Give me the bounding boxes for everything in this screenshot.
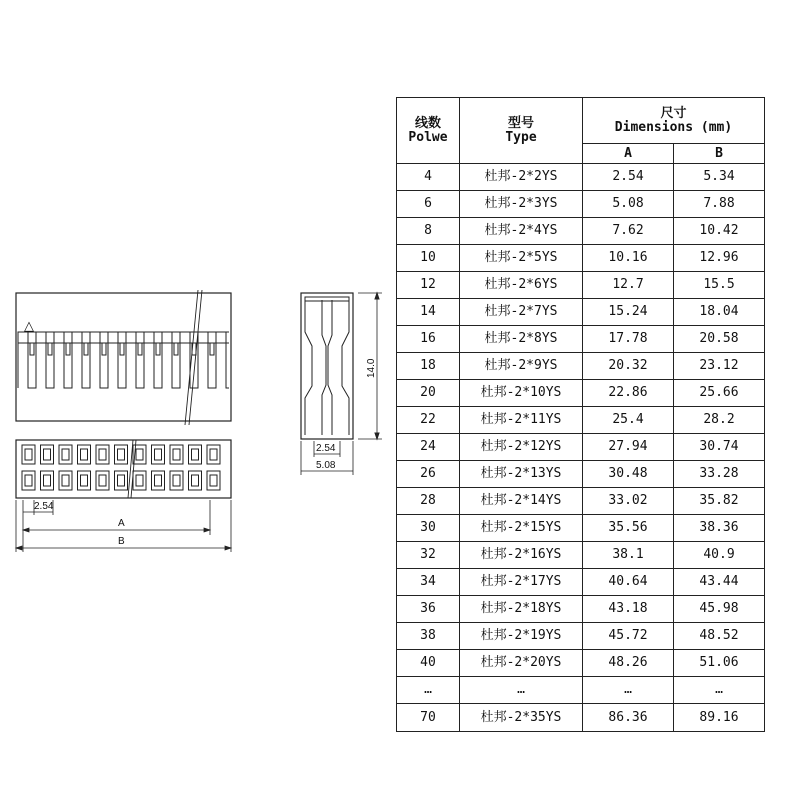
table-row [397,191,765,218]
poles-cell: 32 [397,542,460,569]
table-row [397,542,765,569]
dim-a-cell: … [583,677,674,704]
dim-b-cell: 43.44 [674,569,765,596]
side-view [301,293,382,475]
table-row [397,245,765,272]
pin-contact [62,475,69,486]
dim-a-cell: 45.72 [583,623,674,650]
type-cell: 杜邦-2*20YS [460,650,583,677]
poles-cell: 34 [397,569,460,596]
dim-a-cell: 38.1 [583,542,674,569]
dim-a-cell: 30.48 [583,461,674,488]
table-row [397,461,765,488]
dimension-table [396,97,765,732]
pin-cavity [133,471,146,490]
pin-contact [81,475,88,486]
poles-cell: 10 [397,245,460,272]
table-row [397,272,765,299]
dim-b-cell: 38.36 [674,515,765,542]
type-cell: 杜邦-2*13YS [460,461,583,488]
pin-contact [25,475,32,486]
poles-cell: 24 [397,434,460,461]
poles-cell: 16 [397,326,460,353]
pin-cavity [189,471,202,490]
side-pitch-label: 2.54 [316,443,336,454]
dim-a-cell: 5.08 [583,191,674,218]
pin-cavity [207,471,220,490]
dimensions-header-cn: 尺寸 [660,105,687,121]
type-cell: 杜邦-2*10YS [460,380,583,407]
dim-b-cell: 10.42 [674,218,765,245]
pin-cavity [59,445,72,464]
type-cell: 杜邦-2*3YS [460,191,583,218]
pin-contact [173,449,180,460]
dim-b-cell: … [674,677,765,704]
pin-contact [155,475,162,486]
dim-b-cell: 5.34 [674,164,765,191]
poles-cell: 22 [397,407,460,434]
pin-contact [25,449,32,460]
poles-cell: 20 [397,380,460,407]
type-cell: 杜邦-2*9YS [460,353,583,380]
table-row [397,677,765,704]
type-header-cn: 型号 [507,115,534,131]
dim-a-cell: 48.26 [583,650,674,677]
poles-cell: 8 [397,218,460,245]
dim-a-cell: 35.56 [583,515,674,542]
table-row [397,164,765,191]
pin-cavity [170,471,183,490]
dim-a-cell: 25.4 [583,407,674,434]
pin-contact [155,449,162,460]
table-row [397,218,765,245]
pin-contact [136,449,143,460]
pin-cavity [96,445,109,464]
poles-cell: 30 [397,515,460,542]
dim-a-cell: 86.36 [583,704,674,732]
type-cell: 杜邦-2*7YS [460,299,583,326]
connector-drawing [0,0,395,800]
dim-b-cell: 18.04 [674,299,765,326]
dim-b-cell: 20.58 [674,326,765,353]
pin-contact [210,475,217,486]
pin-contact [136,475,143,486]
pin-contact [118,449,125,460]
dim-a-cell: 22.86 [583,380,674,407]
pin-contact [99,475,106,486]
pin-cavity [41,471,54,490]
type-cell: 杜邦-2*12YS [460,434,583,461]
pin-cavity [96,471,109,490]
table-row [397,326,765,353]
dim-b-cell: 33.28 [674,461,765,488]
dimension-a-label: A [118,518,125,529]
pitch-dimension-label: 2.54 [34,501,54,512]
type-cell: 杜邦-2*4YS [460,218,583,245]
pin-cavity [115,471,128,490]
dim-a-cell: 7.62 [583,218,674,245]
dim-b-cell: 7.88 [674,191,765,218]
type-cell: 杜邦-2*15YS [460,515,583,542]
dim-a-cell: 2.54 [583,164,674,191]
table-row [397,380,765,407]
table-row [397,299,765,326]
table-row [397,434,765,461]
pin-cavity [152,445,165,464]
type-cell: 杜邦-2*16YS [460,542,583,569]
table-row [397,623,765,650]
poles-cell: 14 [397,299,460,326]
dimension-b-label: B [118,536,125,547]
side-width-label: 5.08 [316,460,336,471]
dim-a-cell: 43.18 [583,596,674,623]
dim-b-cell: 30.74 [674,434,765,461]
poles-cell: 28 [397,488,460,515]
pin-contact [99,449,106,460]
poles-cell: 18 [397,353,460,380]
poles-header-cn: 线数 [414,115,441,131]
pin-cavity [22,471,35,490]
dim-b-cell: 15.5 [674,272,765,299]
poles-cell: … [397,677,460,704]
poles-header-en: Polwe [408,129,448,145]
pin-contact [192,475,199,486]
dimensions-header-en: Dimensions (mm) [614,119,733,135]
table-row [397,596,765,623]
dim-b-cell: 51.06 [674,650,765,677]
pin1-marker-icon: △ [24,318,34,333]
dim-a-cell: 33.02 [583,488,674,515]
col-b-header: B [674,144,765,164]
type-cell: 杜邦-2*11YS [460,407,583,434]
pin-contact [192,449,199,460]
pin-contact [81,449,88,460]
pin-cavity [115,445,128,464]
type-header-en: Type [505,129,537,145]
bottom-view [16,440,231,498]
dim-a-cell: 10.16 [583,245,674,272]
type-cell: 杜邦-2*8YS [460,326,583,353]
table-row [397,407,765,434]
type-cell: … [460,677,583,704]
poles-header [397,98,460,164]
table-row [397,569,765,596]
poles-cell: 40 [397,650,460,677]
pin-cavity [170,445,183,464]
dim-b-cell: 12.96 [674,245,765,272]
pin-cavity [78,445,91,464]
dim-a-cell: 17.78 [583,326,674,353]
dim-b-cell: 45.98 [674,596,765,623]
dim-b-cell: 40.9 [674,542,765,569]
poles-cell: 12 [397,272,460,299]
pin-cavity [22,445,35,464]
dim-b-cell: 25.66 [674,380,765,407]
pin-contact [210,449,217,460]
poles-cell: 36 [397,596,460,623]
pin-contact [62,449,69,460]
dim-a-cell: 20.32 [583,353,674,380]
front-view [16,290,231,425]
col-a-header: A [583,144,674,164]
pin-contact [118,475,125,486]
type-cell: 杜邦-2*35YS [460,704,583,732]
table-row [397,488,765,515]
pin-cavity [207,445,220,464]
table-row [397,515,765,542]
side-height-label: 14.0 [366,358,377,378]
poles-cell: 38 [397,623,460,650]
dim-b-cell: 48.52 [674,623,765,650]
pin-cavity [59,471,72,490]
dim-a-cell: 12.7 [583,272,674,299]
type-cell: 杜邦-2*19YS [460,623,583,650]
dimensions-header [583,98,765,144]
dim-b-cell: 89.16 [674,704,765,732]
pin-contact [173,475,180,486]
dim-a-cell: 27.94 [583,434,674,461]
pin-cavity [41,445,54,464]
dim-b-cell: 28.2 [674,407,765,434]
type-cell: 杜邦-2*17YS [460,569,583,596]
dim-b-cell: 35.82 [674,488,765,515]
dim-b-cell: 23.12 [674,353,765,380]
type-cell: 杜邦-2*2YS [460,164,583,191]
type-cell: 杜邦-2*6YS [460,272,583,299]
poles-cell: 70 [397,704,460,732]
pin-contact [44,475,51,486]
dim-a-cell: 40.64 [583,569,674,596]
type-cell: 杜邦-2*14YS [460,488,583,515]
poles-cell: 6 [397,191,460,218]
pin-cavity [152,471,165,490]
table-row [397,353,765,380]
poles-cell: 26 [397,461,460,488]
pin-cavity [189,445,202,464]
type-header [460,98,583,164]
pin-cavity [78,471,91,490]
type-cell: 杜邦-2*18YS [460,596,583,623]
dim-a-cell: 15.24 [583,299,674,326]
table-row [397,704,765,732]
pin-contact [44,449,51,460]
table-row [397,650,765,677]
poles-cell: 4 [397,164,460,191]
type-cell: 杜邦-2*5YS [460,245,583,272]
